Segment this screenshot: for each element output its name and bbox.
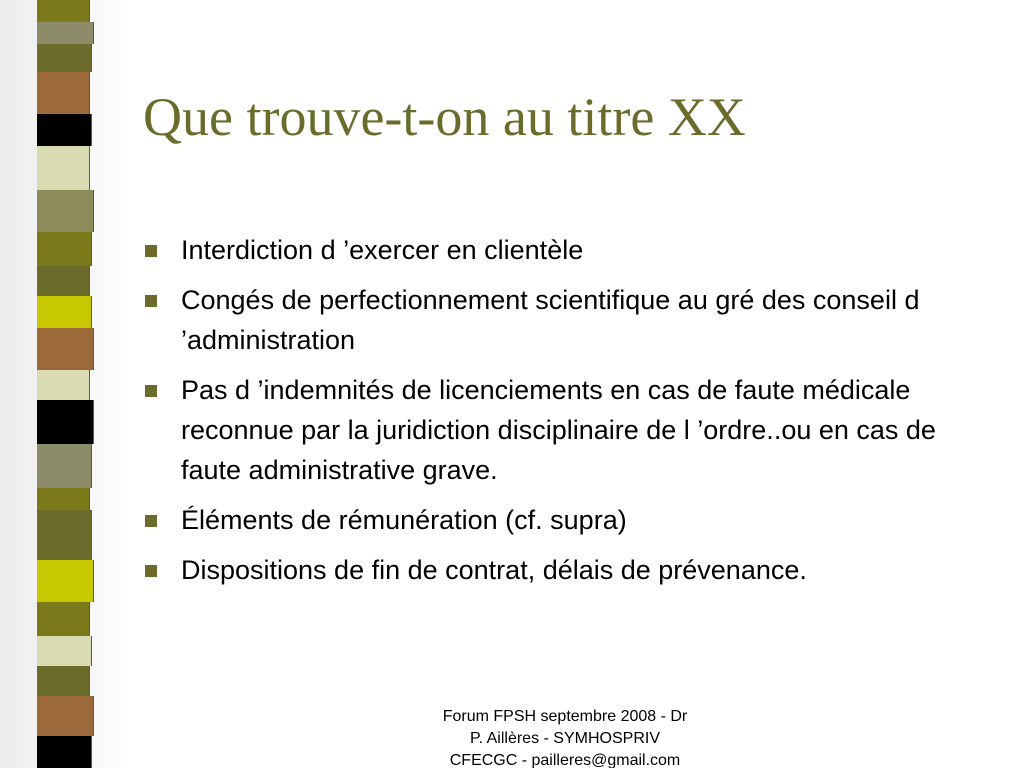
square-bullet-icon — [145, 565, 157, 577]
square-bullet-icon — [145, 295, 157, 307]
deco-block — [37, 488, 90, 510]
deco-block — [37, 190, 94, 232]
deco-block — [37, 0, 90, 22]
deco-block — [37, 232, 92, 266]
bullet-text: Interdiction d ’exercer en clientèle — [181, 235, 584, 265]
slide-title: Que trouve-t-on au titre XX — [143, 87, 746, 147]
list-item — [143, 280, 983, 360]
bullet-text: Dispositions de fin de contrat, délais de prévenance. — [181, 555, 807, 585]
deco-block — [37, 602, 90, 636]
list-item — [143, 550, 983, 590]
deco-block — [37, 696, 94, 736]
list-item — [143, 230, 983, 270]
deco-block — [37, 114, 92, 146]
footer-line: Forum FPSH septembre 2008 - Dr — [442, 708, 688, 725]
bullet-text: Éléments de rémunération (cf. supra) — [181, 505, 627, 535]
deco-block — [37, 510, 92, 560]
bullet-list — [143, 230, 983, 600]
deco-block — [37, 666, 90, 696]
deco-block — [37, 146, 90, 190]
deco-block — [37, 400, 94, 444]
deco-block — [37, 636, 92, 666]
deco-block — [37, 560, 94, 602]
list-item — [143, 370, 983, 490]
deco-block — [37, 328, 94, 370]
footer-line: CFECGC - pailleres@gmail.com — [449, 752, 681, 768]
footer-line: P. Aillères - SYMHOSPRIV — [470, 730, 660, 747]
deco-block — [37, 370, 90, 400]
deco-block — [37, 22, 94, 44]
square-bullet-icon — [145, 515, 157, 527]
list-item — [143, 500, 983, 540]
square-bullet-icon — [145, 245, 157, 257]
bullet-text: Pas d ’indemnités de licenciements en cas de faute médicale reconnue par la juridiction disciplinaire de l ’ordre..ou en cas de faute administrative grave. — [181, 375, 936, 485]
square-bullet-icon — [145, 385, 157, 397]
deco-block — [37, 44, 92, 72]
deco-block — [37, 266, 90, 296]
deco-block — [37, 444, 92, 488]
deco-block — [37, 296, 92, 328]
slide-footer — [400, 706, 730, 768]
deco-block — [37, 72, 90, 114]
deco-block — [37, 736, 92, 768]
bullet-text: Congés de perfectionnement scientifique au gré des conseil d ’administration — [181, 285, 920, 355]
decorative-color-bar — [37, 0, 97, 768]
